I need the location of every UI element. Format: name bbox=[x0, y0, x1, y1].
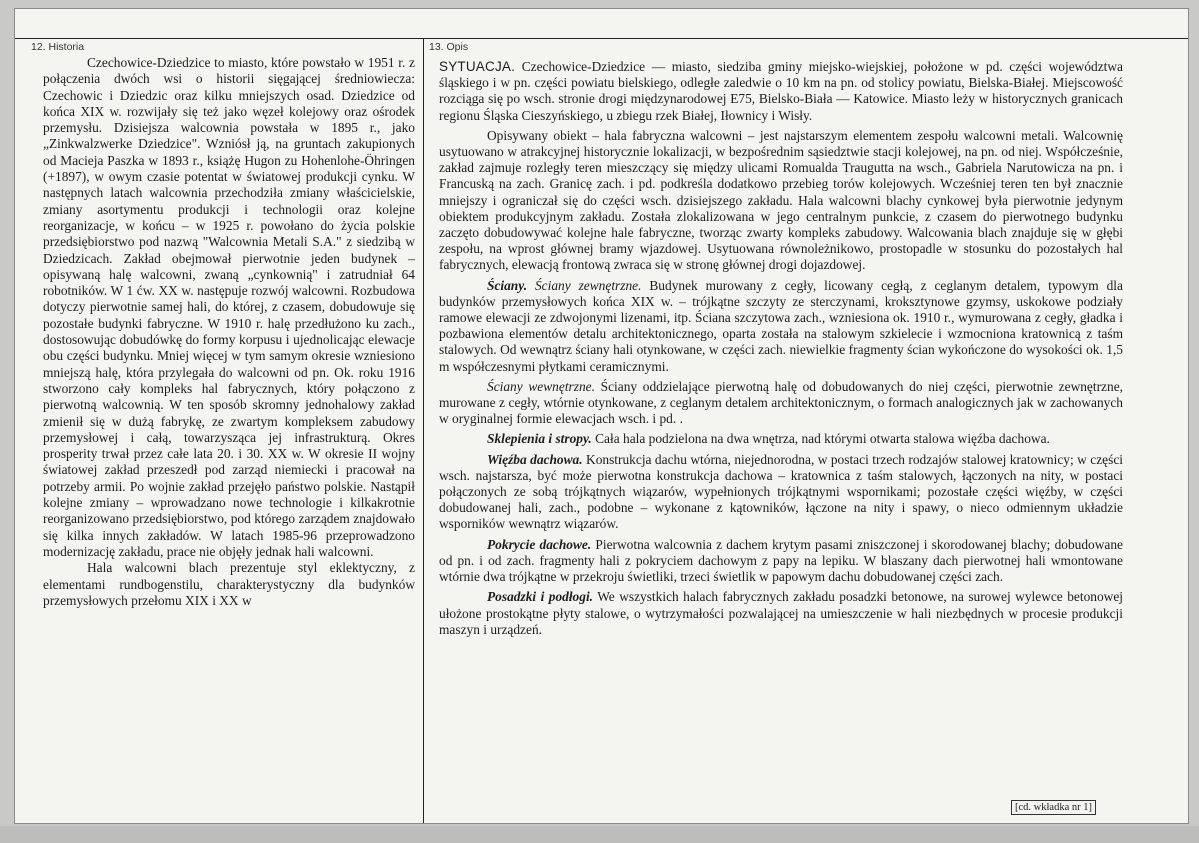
walls-ext-paragraph bbox=[439, 278, 1123, 375]
walls-int-heading: Ściany wewnętrzne. bbox=[487, 378, 595, 394]
description-column bbox=[439, 59, 1123, 642]
truss-paragraph bbox=[439, 452, 1123, 533]
history-paragraph-1: Czechowice-Dziedzice to miasto, które powstało w 1951 r. z połączenia dwóch wsi o historii sięgającej średniowiecza: Czechowic i Dziedzic oraz kilku mniejszych osad. Dziedzice od końca XIX w. rozwijały się też jako węzeł kolejowy oraz ośrodek przemysłu. Dzisiejsza walcownia powstała w 1895 r., jako „Zinkwalzwerke Dziedzice". Wzniósł ją, na gruntach zakupionych od Macieja Paszka w 1893 r., książę Hugon zu Hohenlohe-Öhringen (+1897), w owym czasie potentat w światowej produkcji cynku. W następnych latach walcownia przechodziła zmiany właścicielskie, zmiany asortymentu produkcji i technologii oraz kolejne reorganizacje, w końcu – w 1925 r. powołano do życia polskie przedsiębiorstwo pod nazwą "Walcownia Metali S.A." z siedzibą w Dziedzicach. Zakład obejmował pierwotnie jeden budynek – opisywaną halę walcowni, zwaną „cynkownią" i zatrudniał 64 robotników. W 1 ćw. XX w. następuje rozwój walcowni. Rozbudowa dotyczy pierwotnie samej hali, do której, z czasem, dobudowuje się pozostałe budynki fabryczne. W 1910 r. halę przedłużono ku zach., dostosowując dobudówkę do formy korpusu i ujednolicając elewacje obu części budynku. Mniej więcej w tym samym okresie wzniesiono mniejszą halę, która przylegała do walcowni od pn. Ok. roku 1916 stworzono cały kompleks hal fabrycznych, który połączono z pierwotną walcownią. W ten sposób skromny jednohalowy zakład zmienił się w dużą fabrykę, ze zwartym kompleksem zabudowy przemysłowej i całą, towarzysząca jej infrastrukturą. Okres prosperity trwał przez całe lata 20. i 30. XX w. W okresie II wojny światowej zakład przeszedł pod zarząd niemiecki i pracował na potrzeby armii. Po wojnie zakład przejęło państwo polskie. Nastąpił kolejne zmiany – wprowadzano nowe technologie i kilkakrotnie reorganizowano przedsiębiorstwo, pod którego zarządem znajdowało się kilka innych zakładów. W latach 1985-96 przeprowadzono modernizację zakładu, prace nie objęły jednak hali walcowni. bbox=[43, 55, 415, 559]
top-rule bbox=[15, 38, 1188, 39]
scan-bottom-edge bbox=[0, 826, 1199, 843]
history-column bbox=[43, 55, 415, 609]
situation-heading: SYTUACJA. bbox=[439, 59, 516, 74]
floors-text: We wszystkich halach fabrycznych zakładu posadzki betonowe, na surowej wylewce betonowej ułożone prostokątne płyty stalowe, o wytrzymałości pozwalającej na umieszczenie w hali niezbędnych w procesie produkcji maszyn i urządzeń. bbox=[439, 589, 1123, 637]
situation-text: Czechowice-Dziedzice — miasto, siedziba gminy miejsko-wiejskiej, położone w pd. części województwa śląskiego i w pn. części powiatu bielskiego, odległe zaledwie o 10 km na pn. od stolicy powiatu, Bielska-Białej. Miejscowość rozciąga się po wsch. stronie drogi międzynarodowej E75, Bielsko-Biała — Katowice. Miasto leży w historycznych granicach regionu Śląska Cieszyńskiego, u zbiegu rzek Białej, Iłownicy i Wisły. bbox=[439, 59, 1123, 123]
section-label-history: 12. Historia bbox=[31, 41, 85, 53]
walls-int-paragraph bbox=[439, 379, 1123, 428]
situation-paragraph bbox=[439, 59, 1123, 124]
roof-text: Pierwotna walcownia z dachem krytym pasami zniszczonej i skorodowanej blachy; dobudowane od pn. i od zach. fragmenty hali z pokryciem dachowym z papy na lepiku. W blaszany dach pierwotnej hali wmontowane wtórnie dwa trójkątne w przekroju świetliki, trzeci świetlik w papowym dachu dobudowanej części zach. bbox=[439, 536, 1123, 585]
vaults-heading: Sklepienia i stropy. bbox=[487, 431, 592, 447]
vaults-paragraph bbox=[439, 431, 1123, 447]
walls-ext-heading: Ściany zewnętrzne. bbox=[534, 277, 642, 293]
floors-paragraph bbox=[439, 589, 1123, 638]
section-label-description: 13. Opis bbox=[429, 41, 469, 53]
column-divider bbox=[423, 38, 424, 823]
truss-heading: Więźba dachowa. bbox=[487, 451, 583, 467]
walls-heading: Ściany. bbox=[487, 277, 528, 293]
floors-heading: Posadzki i podłogi. bbox=[487, 589, 594, 605]
document-sheet bbox=[14, 8, 1189, 824]
truss-text: Konstrukcja dachu wtórna, niejednorodna, w postaci trzech rodzajów stalowej kratownicy; w części wsch. najstarsza, być może pierwotna konstrukcja dachowa – kratownica z taśm stalowych, łączonych na nity, w postaci połączonych ze sobą trójkątnych wiązarów, wypełnionych trójkątnymi wspornikami; pozostałe części więźby, w części dobudowanej hali, zach., podobne – wykonane z kątowników, łączone na nity i spawy, o nieco odmiennym układzie wsporników wewnątrz wiązarów. bbox=[439, 451, 1123, 532]
history-paragraph-2: Hala walcowni blach prezentuje styl eklektyczny, z elementami rundbogenstilu, charakterystyczny dla budynków przemysłowych przełomu XIX i XX w bbox=[43, 560, 415, 608]
vaults-text: Cała hala podzielona na dwa wnętrza, nad którymi otwarta stalowa więźba dachowa. bbox=[591, 431, 1050, 447]
object-paragraph: Opisywany obiekt – hala fabryczna walcowni – jest najstarszym elementem zespołu walcowni metali. Walcownię usytuowano w atrakcyjnej historycznie lokalizacji, w bezpośrednim sąsiedztwie stacji kolejowej, na pn. od niej. Współcześnie, zakład zajmuje rozległy teren mieszczący się między ulicami Romualda Traugutta na wsch., Gabriela Narutowicza na pn. i Francuską na zach. Granicę zach. i pd. podkreśla dodatkowo przebieg torów kolejowych. Wcześniej teren ten był znacznie mniejszy i ograniczał się do części wsch. dzisiejszego zakładu. Hala walcowni blachy cynkowej była pierwotnie jedynym obiektem produkcyjnym zakładu. Została zlokalizowana w jego centralnym punkcie, z czasem do pierwotnego budynku zaczęto dobudowywać kolejne hale fabryczne, tworząc zwarty kompleks zabudowy. Walcowania blach znajduje się w głębi zespołu, na wprost głównej bramy wjazdowej. Usytuowana równoleżnikowo, prostopadle w stosunku do pozostałych hal fabrycznych, elewacją frontową zwraca się w stronę głównej drogi dojazdowej. bbox=[439, 127, 1123, 273]
continued-note: [cd. wkładka nr 1] bbox=[1011, 800, 1096, 815]
roof-heading: Pokrycie dachowe. bbox=[487, 536, 592, 552]
walls-ext-text: Budynek murowany z cegły, licowany cegłą, z ceglanym detalem, typowym dla budynków przemysłowych końca XIX w. – trójkątne szczyty ze sterczynami, kroksztynowe gzymsy, uskokowe podziały ramowe elewacji ze zdwojonymi lizenami, itp. Ściana szczytowa zach., wzniesiona ok. 1910 r., wymurowana z cegły, gładka i pozbawiona elementów detalu architektonicznego, oparta została na stalowym szkielecie i wzmocniona kratownicą z taśm stalowych. Od wewnątrz ściany hali otynkowane, w części zach. niewielkie fragmenty ścian wykończone do wysokości ok. 1,5 m współczesnymi płytkami ceramicznymi. bbox=[439, 277, 1123, 374]
walls-int-text: Ściany oddzielające pierwotną halę od dobudowanych do niej części, pierwotnie zewnętrzne, murowane z cegły, wtórnie otynkowane, z ceglanym detalem architektonicznym, o formach analogicznych jak w zachowanych w oryginalnej formie elewacjach wsch. i pd. . bbox=[439, 378, 1123, 427]
roof-paragraph bbox=[439, 537, 1123, 586]
